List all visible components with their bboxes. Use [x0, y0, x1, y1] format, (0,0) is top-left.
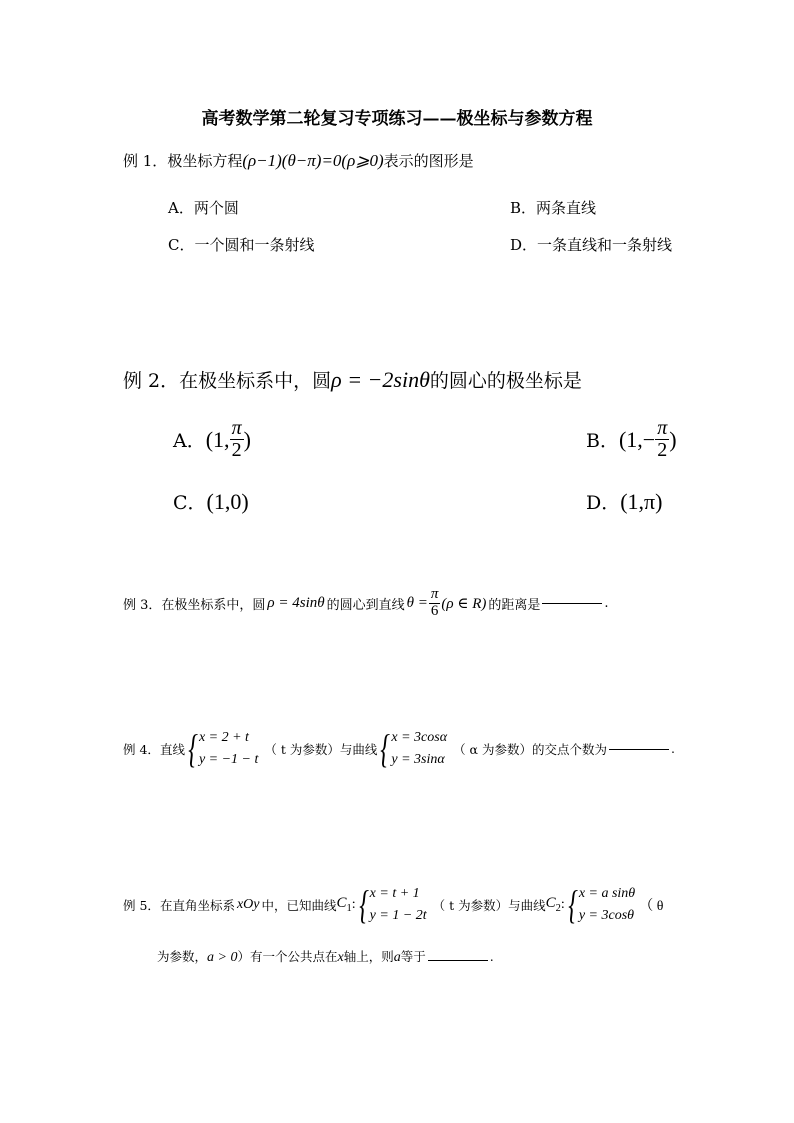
question-5-xoy: xOy: [236, 896, 260, 912]
question-3-theta: θ =: [406, 594, 428, 611]
question-2-formula: ρ = −2sinθ: [331, 367, 430, 392]
system-row: y = 3cosθ: [578, 907, 635, 923]
question-5-text-4: ）有一个公共点在: [237, 949, 338, 964]
question-2-option-a-label: A．: [173, 430, 206, 452]
curve-name: C: [336, 895, 347, 912]
question-5-a-var: a: [393, 950, 401, 965]
question-2-option-a-post: ): [243, 426, 251, 452]
question-2-option-b-pre: (1,−: [618, 426, 656, 452]
question-3-fraction: [429, 587, 441, 620]
system-row: x = t + 1: [369, 886, 420, 901]
answer-blank: [609, 748, 669, 750]
question-5-end: .: [489, 949, 494, 964]
question-3-formula: ρ = 4sinθ: [267, 594, 325, 611]
question-5-text-1: 在直角坐标系: [159, 897, 235, 913]
question-5-label: 例 5．: [123, 897, 160, 913]
question-4: [123, 727, 675, 770]
question-2-option-c: [173, 488, 249, 515]
question-5-param-1: （ t 为参数）与曲线: [432, 897, 546, 913]
question-1-formula: (ρ−1)(θ−π)=0(ρ⩾0): [242, 151, 384, 170]
question-5-c1: [337, 895, 352, 914]
question-5-c2: [546, 895, 561, 914]
question-1-option-c: C．一个圆和一条射线: [168, 236, 315, 254]
question-5-text-6: 等于: [400, 949, 426, 964]
question-4-label: 例 4．: [123, 741, 160, 757]
question-1-label: 例 1．: [123, 152, 168, 170]
curve-subscript: 2: [555, 903, 561, 915]
question-2-option-b-fraction: [655, 418, 669, 461]
question-4-end: .: [670, 741, 675, 757]
system-row: x = 3cosα: [391, 730, 448, 745]
fraction-numerator: π: [231, 417, 242, 439]
question-5-a-condition: a > 0: [207, 950, 238, 965]
question-2-option-d-label: D．: [586, 492, 621, 514]
question-4-text-1: 直线: [159, 741, 185, 757]
question-3-condition: (ρ ∈ R): [441, 595, 487, 612]
question-2-option-c-value: (1,0): [206, 489, 249, 514]
question-1-option-b: B．两条直线: [510, 199, 597, 217]
system-row: y = 3sinα: [391, 751, 445, 767]
system-row: y = −1 − t: [198, 751, 259, 767]
question-2-option-b-label: B．: [586, 430, 619, 452]
fraction-denominator: 2: [657, 439, 668, 461]
fraction-numerator: π: [430, 586, 439, 602]
left-brace-icon: {: [380, 725, 391, 771]
question-5-system-1: [356, 883, 427, 926]
question-1-suffix: 表示的图形是: [383, 152, 474, 170]
question-5-line-1: [123, 883, 663, 926]
page-title: 高考数学第二轮复习专项练习——极坐标与参数方程: [201, 109, 593, 129]
question-2-option-a: [173, 418, 251, 461]
system-row: x = a sinθ: [578, 886, 636, 901]
question-3-text-2: 的圆心到直线: [326, 597, 405, 613]
question-2-prefix: 在极坐标系中，圆: [179, 370, 332, 392]
question-1-option-d: D．一条直线和一条射线: [510, 236, 673, 254]
question-5-text-2: 中，已知曲线: [261, 897, 337, 913]
question-2-suffix: 的圆心的极坐标是: [429, 370, 582, 392]
question-4-param-1: （ t 为参数）与曲线: [264, 741, 378, 757]
question-1-option-a: A．两个圆: [168, 199, 239, 217]
colon: :: [351, 896, 356, 912]
question-5-x-var: x: [337, 950, 344, 965]
question-1-prefix: 极坐标方程: [167, 152, 243, 170]
answer-blank: [542, 602, 602, 604]
colon: :: [560, 896, 565, 912]
question-3-end: .: [604, 595, 609, 611]
system-row: x = 2 + t: [198, 730, 249, 745]
question-2-stem: [123, 366, 582, 393]
question-2-option-d: [586, 488, 663, 515]
question-2-option-a-fraction: [230, 418, 244, 461]
question-5-paren-theta: （ θ: [639, 898, 664, 914]
fraction-denominator: 6: [430, 602, 439, 619]
left-brace-icon: {: [188, 725, 198, 771]
question-3-text-3: 的距离是: [488, 597, 541, 613]
question-2-option-a-pre: (1,: [205, 426, 230, 452]
fraction-numerator: π: [657, 417, 668, 439]
curve-name: C: [545, 895, 556, 912]
question-1-stem: [123, 150, 474, 171]
question-3-label: 例 3．: [123, 597, 162, 613]
question-2-option-b-post: ): [669, 426, 677, 452]
question-5-text-5: 轴上，则: [343, 949, 394, 964]
question-5-system-2: [565, 883, 635, 926]
system-row: y = 1 − 2t: [369, 907, 427, 923]
question-5-line-2: [157, 947, 494, 966]
question-3-text-1: 在极坐标系中，圆: [161, 597, 266, 613]
curve-subscript: 1: [346, 903, 352, 915]
question-2-option-b: [586, 418, 677, 461]
question-3: [123, 587, 609, 620]
question-2-option-d-value: (1,π): [620, 489, 663, 514]
answer-blank: [428, 959, 488, 961]
question-4-system-2: [377, 727, 447, 770]
question-2-option-c-label: C．: [173, 492, 207, 514]
question-4-system-1: [185, 727, 258, 770]
left-brace-icon: {: [568, 881, 578, 927]
question-2-label: 例 2．: [123, 370, 180, 392]
question-5-text-3: 为参数，: [157, 949, 208, 964]
fraction-denominator: 2: [231, 439, 242, 461]
left-brace-icon: {: [358, 881, 369, 927]
question-4-param-2: （ α 为参数）的交点个数为: [453, 741, 607, 757]
